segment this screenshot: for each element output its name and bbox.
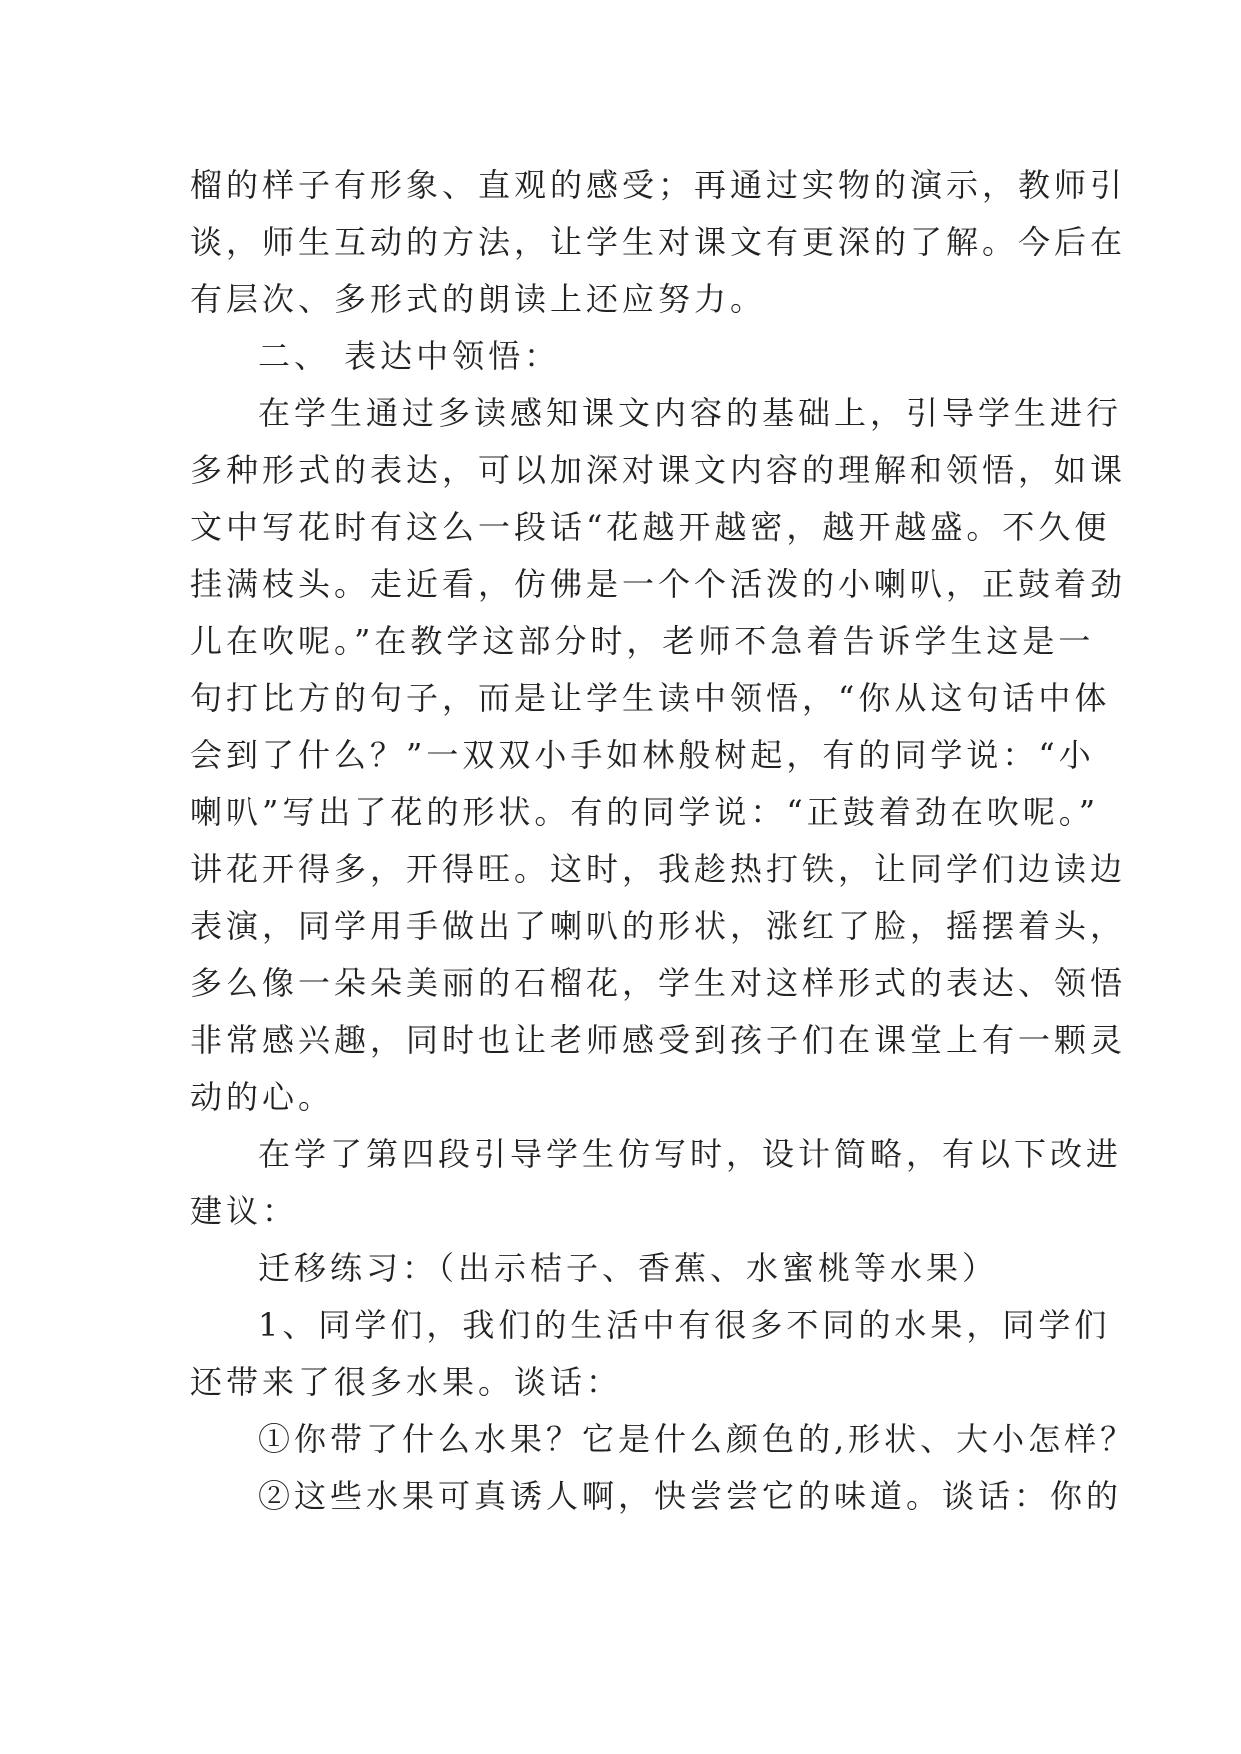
text-line: 喇叭”写出了花的形状。有的同学说：“正鼓着劲在吹呢。”: [190, 793, 1100, 831]
list-item: ②这些水果可真诱人啊，快尝尝它的味道。谈话：你的: [258, 1477, 1123, 1515]
text-line: 在学生通过多读感知课文内容的基础上，引导学生进行: [258, 394, 1123, 432]
text-line: 建议：: [190, 1192, 299, 1230]
text-line: 文中写花时有这么一段话“花越开越密，越开越盛。不久便: [190, 508, 1111, 546]
text-line: 多种形式的表达，可以加深对课文内容的理解和领悟，如课: [190, 451, 1127, 489]
text-line: 讲花开得多，开得旺。这时，我趁热打铁，让同学们边读边: [190, 850, 1127, 888]
text-line: 榴的样子有形象、直观的感受；再通过实物的演示，教师引: [190, 166, 1127, 204]
text-line: 1、同学们，我们的生活中有很多不同的水果，同学们: [258, 1306, 1111, 1344]
text-line: 有层次、多形式的朗读上还应努力。: [190, 280, 767, 318]
text-line: 儿在吹呢。”在教学这部分时，老师不急着告诉学生这是一: [190, 622, 1095, 660]
text-line: 表演，同学用手做出了喇叭的形状，涨红了脸，摇摆着头，: [190, 907, 1127, 945]
text-line: 挂满枝头。走近看，仿佛是一个个活泼的小喇叭，正鼓着劲: [190, 565, 1127, 603]
text-line: 动的心。: [190, 1078, 335, 1116]
text-line: 会到了什么？”一双双小手如林般树起，有的同学说：“小: [190, 736, 1095, 774]
text-line: 谈，师生互动的方法，让学生对课文有更深的了解。今后在: [190, 223, 1127, 261]
text-line: 多么像一朵朵美丽的石榴花，学生对这样形式的表达、领悟: [190, 964, 1127, 1002]
section-heading: 二、 表达中领悟：: [258, 337, 561, 375]
text-line: 非常感兴趣，同时也让老师感受到孩子们在课堂上有一颗灵: [190, 1021, 1127, 1059]
text-line: 迁移练习：（出示桔子、香蕉、水蜜桃等水果）: [258, 1249, 999, 1287]
list-item: ①你带了什么水果？它是什么颜色的,形状、大小怎样？: [258, 1420, 1137, 1458]
document-body: [190, 157, 1137, 1525]
text-line: 还带来了很多水果。谈话：: [190, 1363, 623, 1401]
text-line: 句打比方的句子，而是让学生读中领悟，“你从这句话中体: [190, 679, 1111, 717]
text-line: 在学了第四段引导学生仿写时，设计简略，有以下改进: [258, 1135, 1123, 1173]
